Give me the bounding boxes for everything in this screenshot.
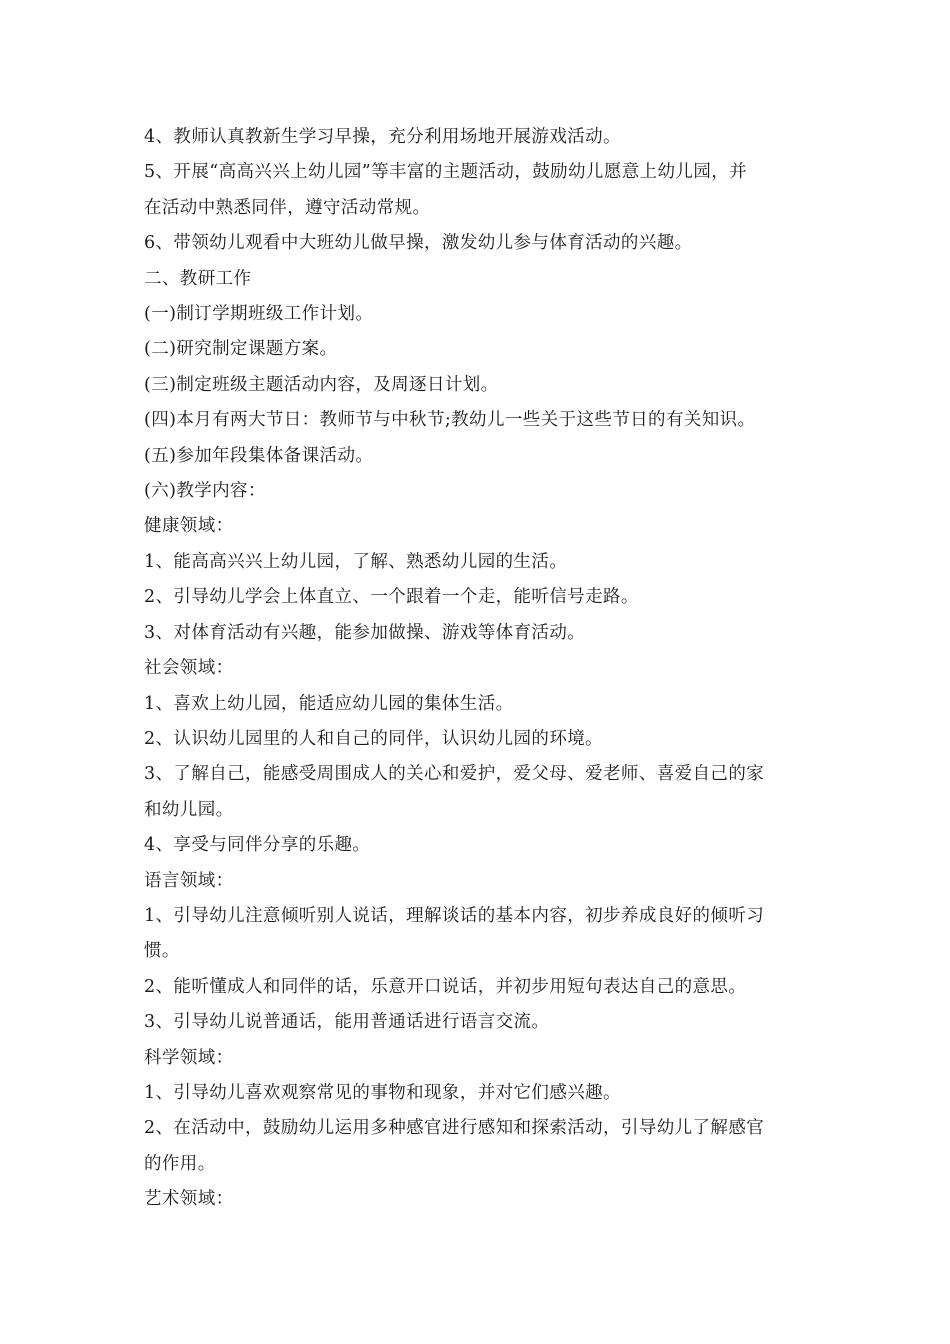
text-line: 5、开展“高高兴兴上幼儿园”等丰富的主题活动，鼓励幼儿愿意上幼儿园，并 xyxy=(144,162,748,183)
text-line: 4、享受与同伴分享的乐趣。 xyxy=(144,835,371,856)
text-line: 3、了解自己，能感受周围成人的关心和爱护，爱父母、爱老师、喜爱自己的家 xyxy=(144,764,765,785)
subsection-heading: 社会领域： xyxy=(144,658,234,679)
subsection-heading: 健康领域： xyxy=(144,516,234,537)
text-line: 4、教师认真教新生学习早操，充分利用场地开展游戏活动。 xyxy=(144,127,621,147)
text-line: 的作用。 xyxy=(144,1153,216,1174)
text-line: (五)参加年段集体备课活动。 xyxy=(144,445,374,466)
text-line: (二)研究制定课题方案。 xyxy=(144,339,338,360)
text-line: (四)本月有两大节日：教师节与中秋节;教幼儿一些关于这些节日的有关知识。 xyxy=(144,410,756,431)
text-line: 1、喜欢上幼儿园，能适应幼儿园的集体生活。 xyxy=(144,693,514,714)
text-line: (三)制定班级主题活动内容，及周逐日计划。 xyxy=(144,374,499,395)
text-line: (一)制订学期班级工作计划。 xyxy=(144,304,374,325)
subsection-heading: 科学领域： xyxy=(144,1047,234,1068)
subsection-heading: 艺术领域： xyxy=(144,1189,234,1210)
text-line: 2、认识幼儿园里的人和自己的同伴，认识幼儿园的环境。 xyxy=(144,728,604,749)
text-line: 3、对体育活动有兴趣，能参加做操、游戏等体育活动。 xyxy=(144,622,586,643)
text-line: 和幼儿园。 xyxy=(144,799,234,820)
document-page xyxy=(144,120,810,1218)
text-line: 1、能高高兴兴上幼儿园，了解、熟悉幼儿园的生活。 xyxy=(144,551,568,572)
subsection-heading: 语言领域： xyxy=(144,870,234,891)
text-line: (六)教学内容： xyxy=(144,481,266,502)
section-heading: 二、教研工作 xyxy=(144,268,252,289)
text-line: 2、引导幼儿学会上体直立、一个跟着一个走，能听信号走路。 xyxy=(144,587,639,608)
text-line: 1、引导幼儿注意倾听别人说话，理解谈话的基本内容，初步养成良好的倾听习 xyxy=(144,905,765,926)
text-line: 6、带领幼儿观看中大班幼儿做早操，激发幼儿参与体育活动的兴趣。 xyxy=(144,233,693,254)
text-line: 3、引导幼儿说普通话，能用普通话进行语言交流。 xyxy=(144,1012,550,1033)
text-line: 2、能听懂成人和同伴的话，乐意开口说话，并初步用短句表达自己的意思。 xyxy=(144,976,747,997)
text-line: 2、在活动中，鼓励幼儿运用多种感官进行感知和探索活动，引导幼儿了解感官 xyxy=(144,1118,765,1139)
text-line: 1、引导幼儿喜欢观察常见的事物和现象，并对它们感兴趣。 xyxy=(144,1082,621,1103)
text-line: 在活动中熟悉同伴，遵守活动常规。 xyxy=(144,197,431,218)
text-line: 惯。 xyxy=(144,941,180,962)
